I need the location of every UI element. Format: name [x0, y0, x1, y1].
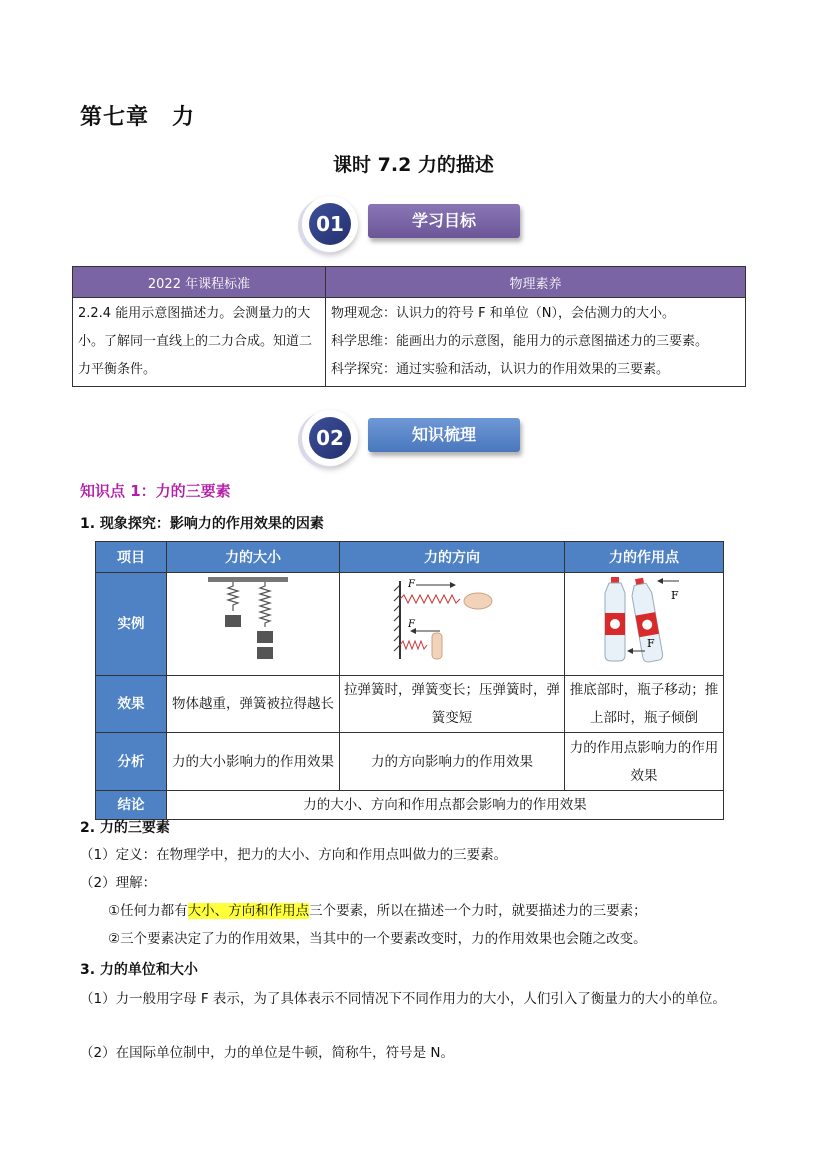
section1-title: 1. 现象探究：影响力的作用效果的因素	[80, 516, 324, 532]
unit-paragraph-2: （2）在国际单位制中，力的单位是牛顿，简称牛，符号是 N。	[80, 1045, 454, 1061]
conclusion-text: 力的大小、方向和作用点都会影响力的作用效果	[167, 791, 724, 820]
force-label-bottom: F	[408, 619, 415, 630]
bottles-figure	[589, 573, 699, 665]
row-label-conclusion: 结论	[96, 791, 167, 820]
badge-circle	[302, 410, 358, 466]
header-point: 力的作用点	[565, 542, 724, 573]
bottle-force-label-top: F	[671, 589, 679, 602]
header-magnitude: 力的大小	[167, 542, 340, 573]
figure-springs	[167, 573, 340, 676]
objective-line: 物理观念：认识力的符号 F 和单位（N），会估测力的大小。	[331, 306, 675, 321]
header-direction: 力的方向	[340, 542, 565, 573]
chapter-title: 第七章 力	[80, 105, 196, 130]
section-badge-objectives	[302, 196, 532, 256]
section3-title: 3. 力的单位和大小	[80, 962, 198, 978]
lesson-title: 课时 7.2 力的描述	[333, 154, 494, 176]
objectives-literacy-cell	[326, 298, 746, 387]
row-label-analysis: 分析	[96, 733, 167, 791]
badge-label: 学习目标	[368, 204, 520, 238]
effect-magnitude: 物体越重，弹簧被拉得越长	[167, 676, 340, 733]
phenomena-table	[95, 541, 724, 820]
figure-bottles	[565, 573, 724, 676]
analysis-direction: 力的方向影响力的作用效果	[340, 733, 565, 791]
figure-spring-direction	[340, 573, 565, 676]
item1-suffix: 三个要素，所以在描述一个力时，就要描述力的三要素；	[309, 903, 647, 919]
objectives-table	[72, 266, 746, 387]
knowledge-point-title: 知识点 1：力的三要素	[80, 482, 231, 500]
analysis-point: 力的作用点影响力的作用效果	[565, 733, 724, 791]
definition-text: （1）定义：在物理学中，把力的大小、方向和作用点叫做力的三要素。	[80, 847, 508, 863]
section2-title: 2. 力的三要素	[80, 820, 170, 836]
spring-direction-figure	[382, 573, 522, 665]
item1-prefix: ①任何力都有	[108, 903, 188, 919]
objectives-standard-text: 2.2.4 能用示意图描述力。会测量力的大小。了解同一直线上的二力合成。知道二力平衡条件。	[73, 298, 326, 387]
force-label-top: F	[408, 579, 415, 590]
unit-paragraph-1: （1）力一般用字母 F 表示，为了具体表示不同情况下不同作用力的大小，人们引入了衡量力的大小的单位。	[80, 991, 726, 1007]
badge-number: 01	[309, 203, 351, 245]
bottle-force-label-bottom: F	[647, 637, 655, 650]
row-label-example: 实例	[96, 573, 167, 676]
objectives-header-standard: 2022 年课程标准	[73, 267, 326, 298]
badge-label: 知识梳理	[368, 418, 520, 452]
badge-circle	[302, 196, 358, 252]
springs-figure	[193, 573, 313, 665]
effect-point: 推底部时，瓶子移动；推上部时，瓶子倾倒	[565, 676, 724, 733]
analysis-magnitude: 力的大小影响力的作用效果	[167, 733, 340, 791]
row-label-effect: 效果	[96, 676, 167, 733]
section-badge-knowledge	[302, 410, 532, 470]
objective-line: 科学探究：通过实验和活动，认识力的作用效果的三要素。	[331, 362, 670, 377]
badge-number: 02	[309, 417, 351, 459]
understanding-item-1	[108, 901, 647, 921]
effect-direction: 拉弹簧时，弹簧变长；压弹簧时，弹簧变短	[340, 676, 565, 733]
item1-highlight: 大小、方向和作用点	[187, 903, 310, 919]
objectives-header-literacy: 物理素养	[326, 267, 746, 298]
header-item: 项目	[96, 542, 167, 573]
understanding-label: （2）理解：	[80, 875, 157, 891]
objective-line: 科学思维：能画出力的示意图，能用力的示意图描述力的三要素。	[331, 334, 709, 349]
understanding-item-2: ②三个要素决定了力的作用效果，当其中的一个要素改变时，力的作用效果也会随之改变。	[108, 931, 647, 947]
